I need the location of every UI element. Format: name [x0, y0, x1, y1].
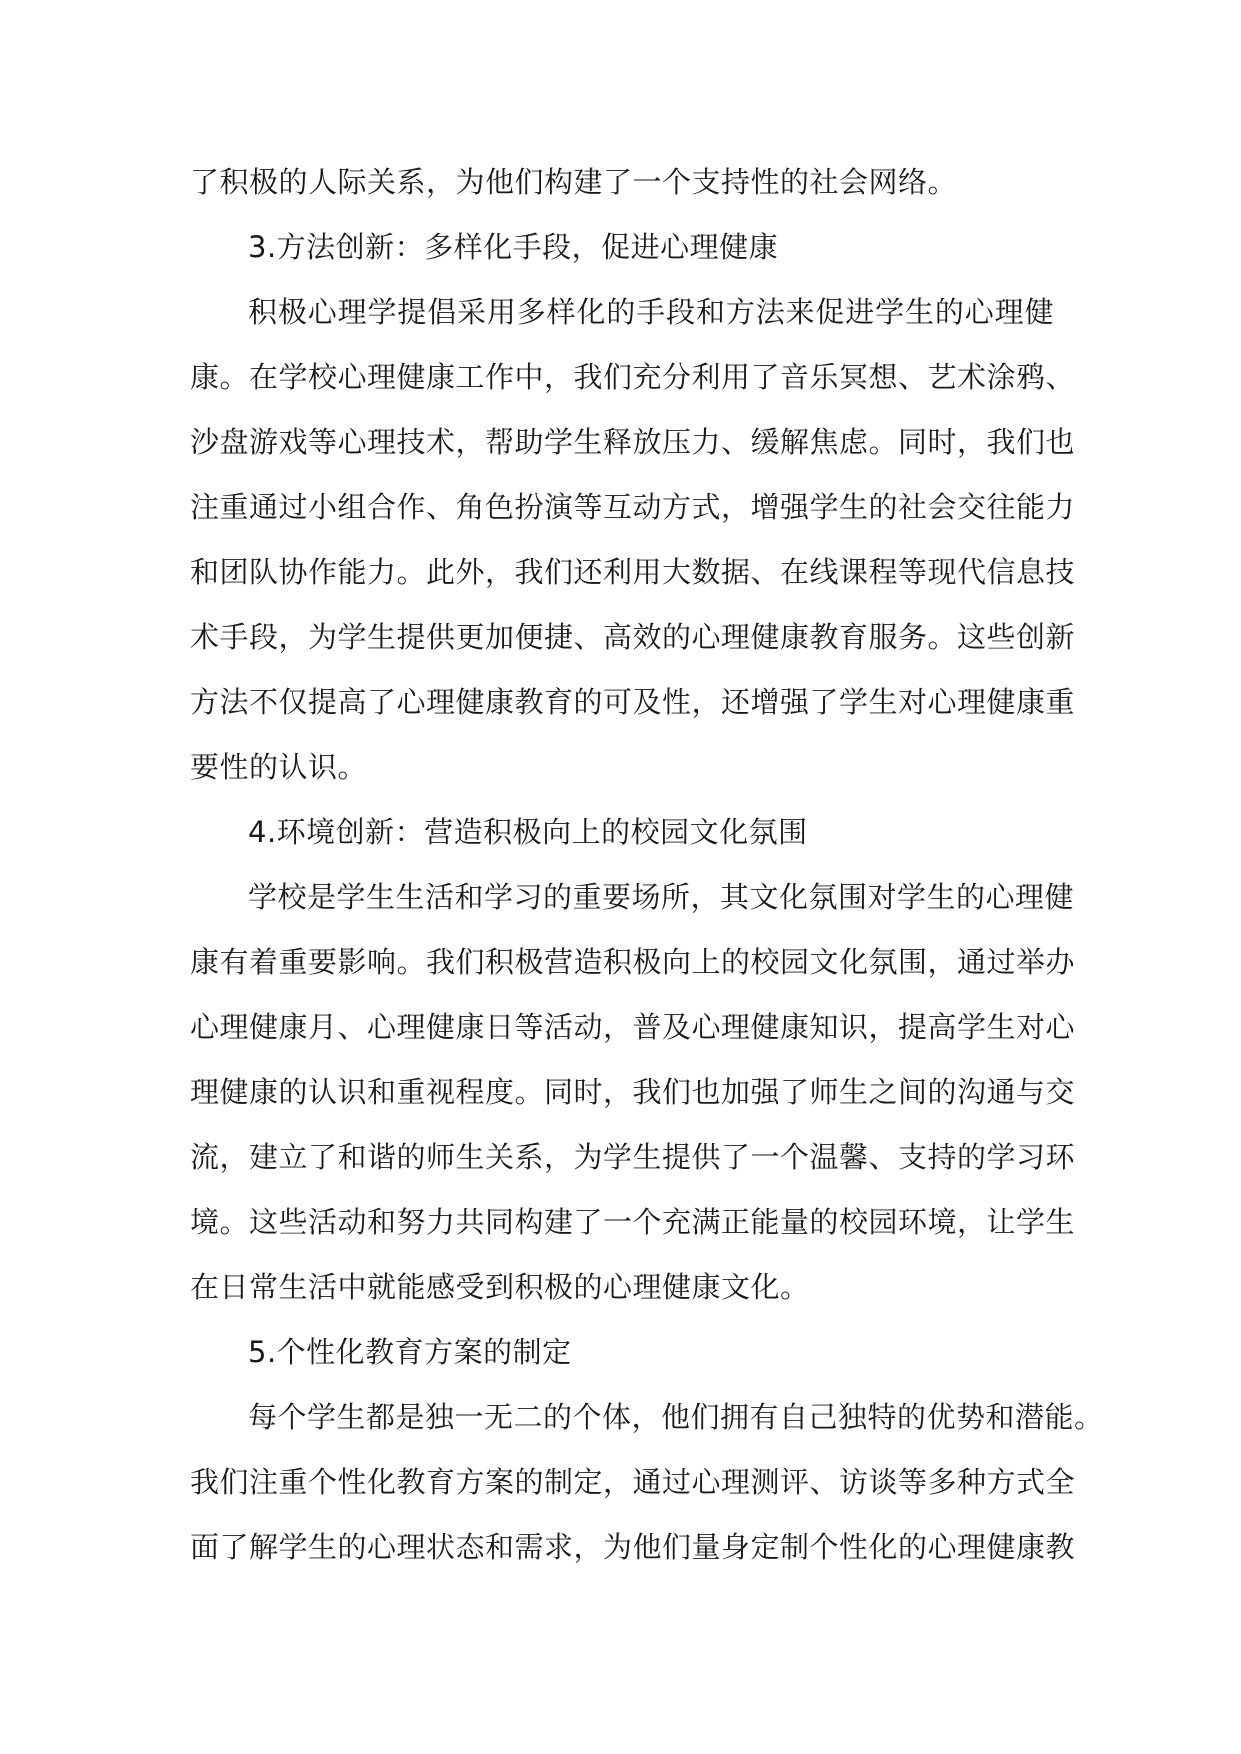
paragraph-line: 要性的认识。 — [190, 750, 368, 784]
document-body — [190, 150, 1104, 1580]
paragraph-line: 了积极的人际关系，为他们构建了一个支持性的社会网络。 — [190, 165, 958, 199]
section-heading: 3.方法创新：多样化手段，促进心理健康 — [248, 230, 779, 264]
paragraph-line: 沙盘游戏等心理技术，帮助学生释放压力、缓解焦虑。同时，我们也 — [190, 425, 1076, 459]
paragraph-line: 学校是学生生活和学习的重要场所，其文化氛围对学生的心理健 — [248, 880, 1075, 914]
section-heading: 5.个性化教育方案的制定 — [248, 1335, 572, 1369]
paragraph-line: 流，建立了和谐的师生关系，为学生提供了一个温馨、支持的学习环 — [190, 1140, 1076, 1174]
paragraph-line: 和团队协作能力。此外，我们还利用大数据、在线课程等现代信息技 — [190, 555, 1076, 589]
paragraph-line: 境。这些活动和努力共同构建了一个充满正能量的校园环境，让学生 — [190, 1205, 1076, 1239]
paragraph-line: 积极心理学提倡采用多样化的手段和方法来促进学生的心理健 — [248, 295, 1054, 329]
paragraph-line: 心理健康月、心理健康日等活动，普及心理健康知识，提高学生对心 — [190, 1010, 1076, 1044]
paragraph-line: 康。在学校心理健康工作中，我们充分利用了音乐冥想、艺术涂鸦、 — [190, 360, 1076, 394]
paragraph-line: 面了解学生的心理状态和需求，为他们量身定制个性化的心理健康教 — [190, 1530, 1076, 1564]
paragraph-line: 康有着重要影响。我们积极营造积极向上的校园文化氛围，通过举办 — [190, 945, 1076, 979]
paragraph-line: 注重通过小组合作、角色扮演等互动方式，增强学生的社会交往能力 — [190, 490, 1076, 524]
paragraph-line: 每个学生都是独一无二的个体，他们拥有自己独特的优势和潜能。 — [248, 1400, 1104, 1434]
paragraph-line: 理健康的认识和重视程度。同时，我们也加强了师生之间的沟通与交 — [190, 1075, 1076, 1109]
section-heading: 4.环境创新：营造积极向上的校园文化氛围 — [248, 815, 808, 849]
paragraph-line: 我们注重个性化教育方案的制定，通过心理测评、访谈等多种方式全 — [190, 1465, 1076, 1499]
paragraph-line: 在日常生活中就能感受到积极的心理健康文化。 — [190, 1270, 810, 1304]
paragraph-line: 术手段，为学生提供更加便捷、高效的心理健康教育服务。这些创新 — [190, 620, 1076, 654]
paragraph-line: 方法不仅提高了心理健康教育的可及性，还增强了学生对心理健康重 — [190, 685, 1076, 719]
